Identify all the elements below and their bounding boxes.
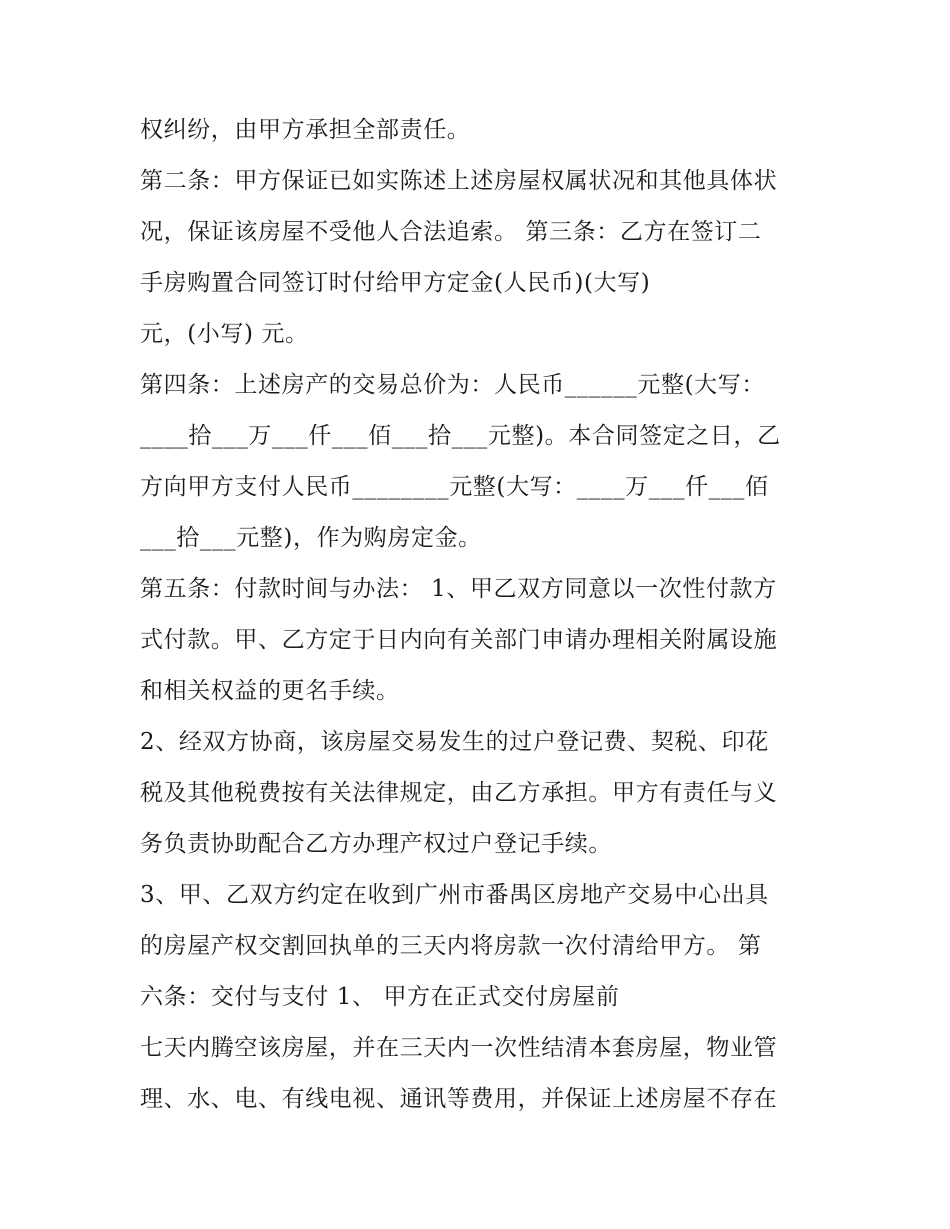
text-line: ___拾___元整)，作为购房定金。 (140, 525, 482, 551)
text-line: 元，(小写) 元。 (140, 321, 309, 347)
text-line: 式付款。甲、乙方定于日内向有关部门申请办理相关附属设施 (140, 627, 778, 653)
contract-text (140, 110, 840, 1130)
text-line: 权纠纷，由甲方承担全部责任。 (140, 117, 471, 143)
text-line: 务负责协助配合乙方办理产权过户登记手续。 (140, 831, 612, 857)
text-line: 手房购置合同签订时付给甲方定金(人民币)(大写) (140, 270, 651, 296)
text-line: 2、经双方协商，该房屋交易发生的过户登记费、契税、印花 (140, 729, 769, 755)
text-line: 的房屋产权交割回执单的三天内将房款一次付清给甲方。 第 (140, 933, 762, 959)
text-line: 和相关权益的更名手续。 (140, 678, 400, 704)
text-line: 方向甲方支付人民币________元整(大写：____万___仟___佰 (140, 474, 769, 500)
text-line: 理、水、电、有线电视、通讯等费用，并保证上述房屋不存在 (140, 1086, 778, 1112)
text-line: 七天内腾空该房屋，并在三天内一次性结清本套房屋，物业管 (140, 1035, 778, 1061)
text-line: 3、甲、乙双方约定在收到广州市番禺区房地产交易中心出具 (140, 882, 769, 908)
text-line: 第五条：付款时间与办法： 1、甲乙双方同意以一次性付款方 (140, 576, 777, 602)
text-line: 第二条：甲方保证已如实陈述上述房屋权属状况和其他具体状 (140, 168, 778, 194)
text-line: ____拾___万___仟___佰___拾___元整)。本合同签定之日，乙 (140, 423, 781, 449)
text-line: 六条：交付与支付 1、 甲方在正式交付房屋前 (140, 984, 620, 1010)
text-line: 税及其他税费按有关法律规定，由乙方承担。甲方有责任与义 (140, 780, 778, 806)
text-line: 第四条：上述房产的交易总价为：人民币______元整(大写： (140, 372, 765, 398)
text-line: 况，保证该房屋不受他人合法追索。 第三条：乙方在签订二 (140, 219, 762, 245)
